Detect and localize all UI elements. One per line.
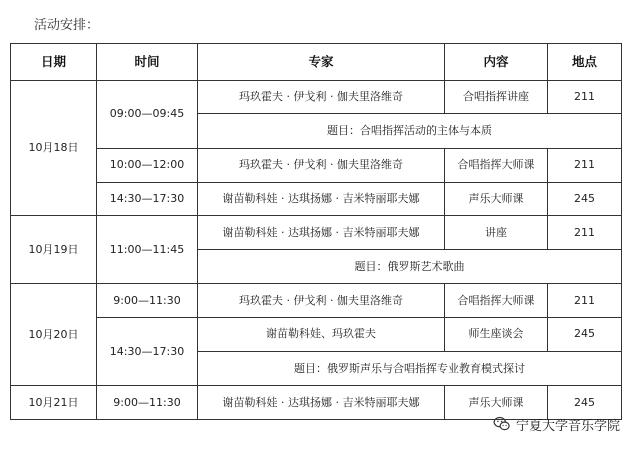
- place-cell: 211: [548, 284, 622, 318]
- content-cell: 讲座: [445, 216, 548, 250]
- schedule-table: [10, 43, 622, 420]
- section-heading: 活动安排：: [34, 18, 100, 33]
- table-row: [11, 182, 622, 216]
- header-time: 时间: [97, 44, 198, 81]
- time-cell: 10:00—12:00: [97, 148, 198, 182]
- date-cell: 10月20日: [11, 284, 97, 386]
- expert-cell: 玛玖霍夫 · 伊戈利 · 伽夫里洛维奇: [198, 148, 445, 182]
- watermark: [493, 413, 620, 435]
- header-date: 日期: [11, 44, 97, 81]
- header-row: [11, 44, 622, 81]
- expert-cell: 谢苗勒科娃、玛玖霍夫: [198, 318, 445, 352]
- time-cell: 14:30—17:30: [97, 318, 198, 386]
- table-row: [11, 318, 622, 352]
- place-cell: 245: [548, 182, 622, 216]
- topic-cell: 题目：俄罗斯声乐与合唱指挥专业教育模式探讨: [198, 351, 622, 386]
- place-cell: 245: [548, 318, 622, 352]
- content-cell: 声乐大师课: [445, 386, 548, 420]
- place-cell: 211: [548, 80, 622, 114]
- wechat-icon: [493, 415, 511, 433]
- content-cell: 合唱指挥大师课: [445, 148, 548, 182]
- time-cell: 9:00—11:30: [97, 386, 198, 420]
- expert-cell: 谢苗勒科娃 · 达琪扬娜 · 吉米特丽耶夫娜: [198, 182, 445, 216]
- table-row: [11, 148, 622, 182]
- expert-cell: 玛玖霍夫 · 伊戈利 · 伽夫里洛维奇: [198, 80, 445, 114]
- content-cell: 合唱指挥讲座: [445, 80, 548, 114]
- expert-cell: 谢苗勒科娃 · 达琪扬娜 · 吉米特丽耶夫娜: [198, 386, 445, 420]
- place-cell: 211: [548, 216, 622, 250]
- header-expert: 专家: [198, 44, 445, 81]
- watermark-text: 宁夏大学音乐学院: [515, 418, 620, 434]
- topic-cell: 题目：俄罗斯艺术歌曲: [198, 249, 622, 284]
- date-cell: 10月21日: [11, 386, 97, 420]
- place-cell: 211: [548, 148, 622, 182]
- content-cell: 合唱指挥大师课: [445, 284, 548, 318]
- time-cell: 11:00—11:45: [97, 216, 198, 284]
- topic-cell: 题目：合唱指挥活动的主体与本质: [198, 114, 622, 149]
- table-row: [11, 284, 622, 318]
- time-cell: 14:30—17:30: [97, 182, 198, 216]
- time-cell: 09:00—09:45: [97, 80, 198, 148]
- date-cell: 10月19日: [11, 216, 97, 284]
- expert-cell: 玛玖霍夫 · 伊戈利 · 伽夫里洛维奇: [198, 284, 445, 318]
- table-row: [11, 80, 622, 114]
- time-cell: 9:00—11:30: [97, 284, 198, 318]
- header-place: 地点: [548, 44, 622, 81]
- date-cell: 10月18日: [11, 80, 97, 216]
- content-cell: 师生座谈会: [445, 318, 548, 352]
- place-cell: 245: [548, 386, 622, 420]
- expert-cell: 谢苗勒科娃 · 达琪扬娜 · 吉米特丽耶夫娜: [198, 216, 445, 250]
- table-row: [11, 216, 622, 250]
- header-content: 内容: [445, 44, 548, 81]
- content-cell: 声乐大师课: [445, 182, 548, 216]
